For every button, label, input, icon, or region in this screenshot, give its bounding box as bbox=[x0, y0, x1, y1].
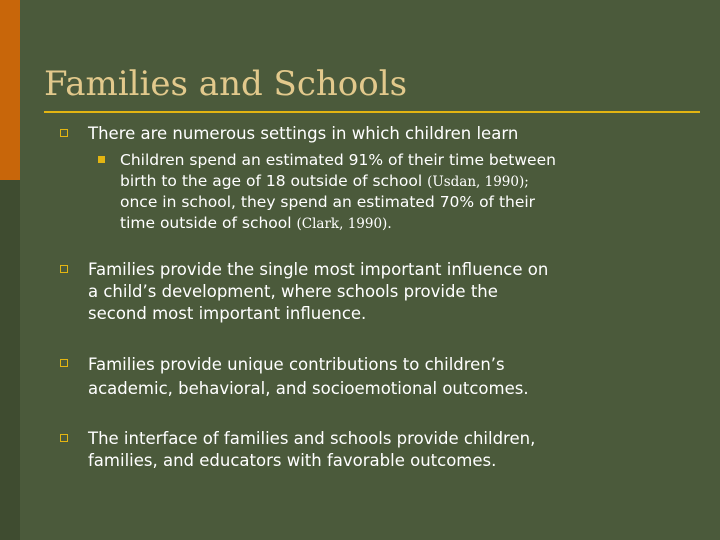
sub-bullet-text-part2: once in school, they spend an estimated 70% of their time outside of school bbox=[120, 193, 536, 232]
hollow-square-bullet-icon bbox=[60, 359, 68, 367]
bullet-2 bbox=[60, 259, 660, 325]
sub-bullet-text-part1: Children spend an estimated 91% of their time between birth to the age of 18 outside of school bbox=[120, 151, 556, 190]
bullet-4-text: The interface of families and schools provide children, families, and educators with favorable outcomes. bbox=[88, 429, 536, 470]
sub-bullet-1 bbox=[98, 150, 668, 234]
citation-usdan: (Usdan, 1990); bbox=[427, 173, 529, 190]
hollow-square-bullet-icon bbox=[60, 265, 68, 273]
sub-bullet-1-text bbox=[120, 150, 668, 234]
hollow-square-bullet-icon bbox=[60, 434, 68, 442]
accent-bar-lower bbox=[0, 180, 20, 540]
title-underline bbox=[44, 111, 700, 113]
slide-title: Families and Schools bbox=[44, 64, 408, 104]
bullet-1-text: There are numerous settings in which children learn bbox=[88, 124, 519, 143]
bullet-3 bbox=[60, 353, 660, 401]
bullet-1 bbox=[60, 123, 660, 145]
citation-clark: (Clark, 1990). bbox=[296, 215, 392, 232]
bullet-4 bbox=[60, 428, 660, 472]
filled-square-bullet-icon bbox=[98, 156, 105, 163]
bullet-2-text: Families provide the single most important influence on a child’s development, where schools provide the second most important influence. bbox=[88, 260, 549, 323]
bullet-3-text: Families provide unique contributions to children’s academic, behavioral, and socioemotional outcomes. bbox=[88, 355, 529, 398]
accent-bar bbox=[0, 0, 20, 180]
hollow-square-bullet-icon bbox=[60, 129, 68, 137]
